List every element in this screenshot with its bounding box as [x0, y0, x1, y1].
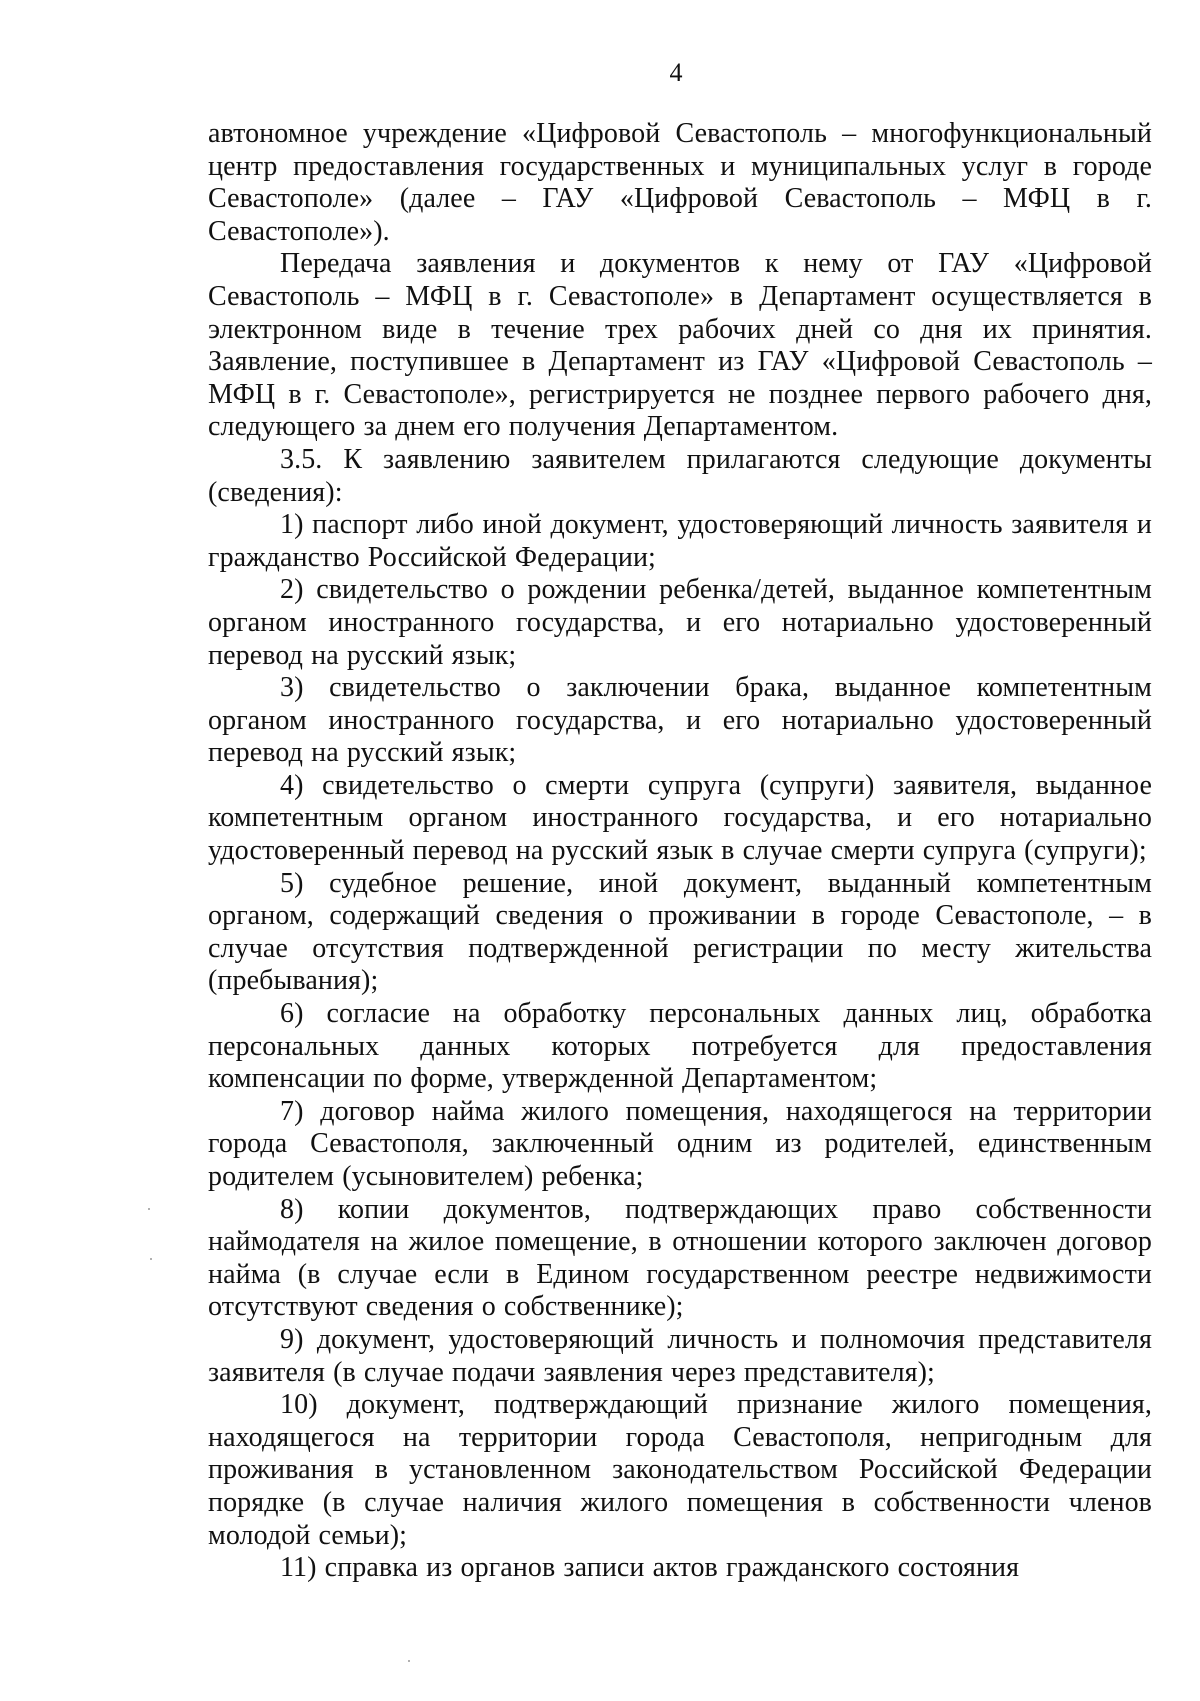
list-item-2: 2) свидетельство о рождении ребенка/детей, выданное компетентным органом иностранного государства, и его нотариально удостоверенный перевод на русский язык; — [208, 574, 1152, 671]
scan-speck — [150, 1258, 152, 1260]
paragraph-mfc-name: автономное учреждение «Цифровой Севастополь – многофункциональный центр предоставления государственных и муниципальных услуг в городе Севастополе» (далее – ГАУ «Цифровой Севастополь – МФЦ в г. Севастополе»). — [208, 118, 1152, 247]
paragraph-transfer: Передача заявления и документов к нему от ГАУ «Цифровой Севастополь – МФЦ в г. Севастополе» в Департамент осуществляется в электронном виде в течение трех рабочих дней со дня их принятия. Заявление, поступившее в Департамент из ГАУ «Цифровой Севастополь – МФЦ в г. Севастополе», регистрируется не позднее первого рабочего дня, следующего за днем его получения Департаментом. — [208, 248, 1152, 443]
list-item-9: 9) документ, удостоверяющий личность и полномочия представителя заявителя (в случае подачи заявления через представителя); — [208, 1323, 1152, 1388]
list-item-11: 11) справка из органов записи актов гражданского состояния — [280, 1552, 1020, 1584]
page-number: 4 — [669, 58, 683, 87]
document-body — [208, 118, 1152, 1585]
list-item-4: 4) свидетельство о смерти супруга (супруги) заявителя, выданное компетентным органом иностранного государства, и его нотариально удостоверенный перевод на русский язык в случае смерти супруга (супруги); — [208, 769, 1152, 867]
list-item-6: 6) согласие на обработку персональных данных лиц, обработка персональных данных которых потребуется для предоставления компенсации по форме, утвержденной Департаментом; — [208, 998, 1152, 1095]
list-item-7: 7) договор найма жилого помещения, находящегося на территории города Севастополя, заключенный одним из родителей, единственным родителем (усыновителем) ребенка; — [208, 1095, 1152, 1192]
paragraph-3-5: 3.5. К заявлению заявителем прилагаются следующие документы (сведения): — [208, 443, 1152, 508]
list-item-8: 8) копии документов, подтверждающих право собственности наймодателя на жилое помещение, в отношении которого заключен договор найма (в случае если в Едином государственном реестре недвижимости отсутствуют сведения о собственнике); — [208, 1193, 1152, 1323]
list-item-10: 10) документ, подтверждающий признание жилого помещения, находящегося на территории города Севастополя, непригодным для проживания в установленном законодательством Российской Федерации порядке (в случае наличия жилого помещения в собственности членов молодой семьи); — [208, 1389, 1152, 1551]
list-item-1: 1) паспорт либо иной документ, удостоверяющий личность заявителя и гражданство Российской Федерации; — [208, 509, 1152, 573]
list-item-3: 3) свидетельство о заключении брака, выданное компетентным органом иностранного государства, и его нотариально удостоверенный перевод на русский язык; — [208, 672, 1152, 769]
scan-speck — [408, 1660, 410, 1662]
scan-speck — [148, 1208, 150, 1210]
list-item-5: 5) судебное решение, иной документ, выданный компетентным органом, содержащий сведения о проживании в городе Севастополе, – в случае отсутствия подтвержденной регистрации по месту жительства (пребывания); — [208, 867, 1152, 997]
